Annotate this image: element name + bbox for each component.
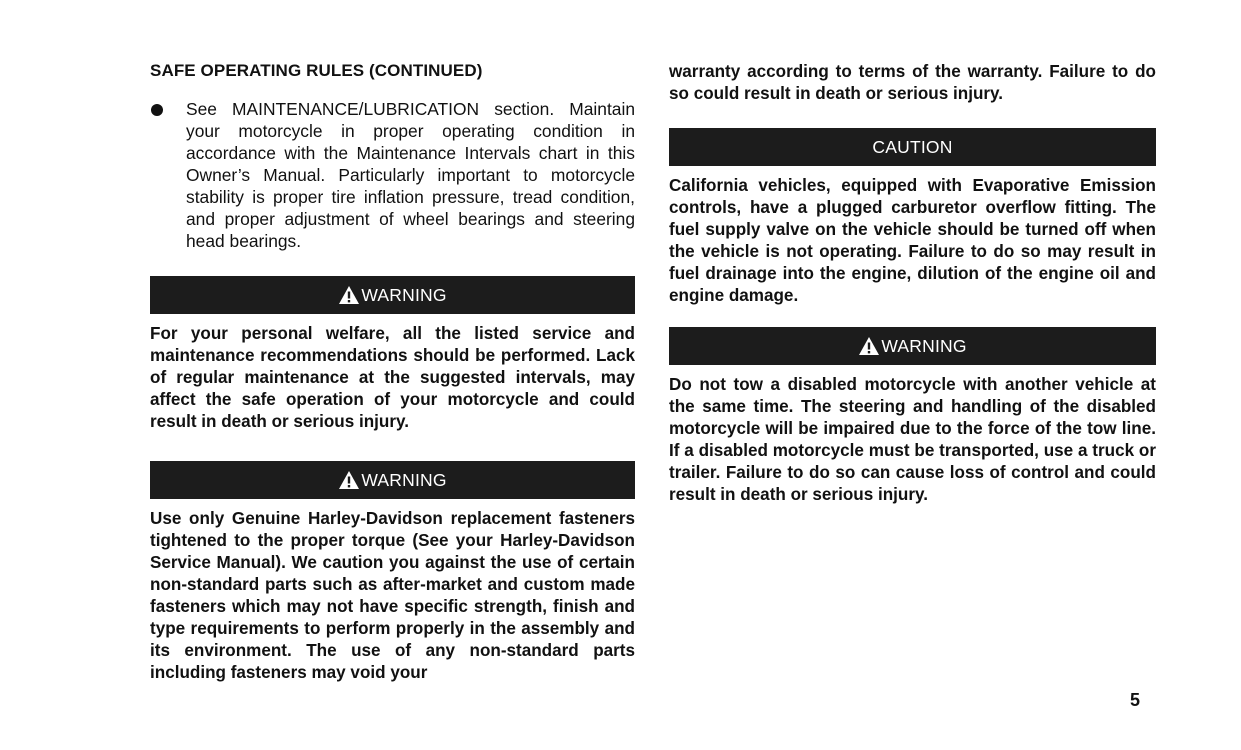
warning-text-1: For your personal welfare, all the listed service and maintenance recommendations should be performed. Lack of regular maintenance at the suggested intervals, may affect the safe operation of your motorcycle and could result in death or serious injury. xyxy=(150,324,635,431)
warning-label: WARNING xyxy=(361,284,447,305)
caution-banner xyxy=(669,128,1156,166)
warning-triangle-icon xyxy=(338,470,360,490)
caution-label: CAUTION xyxy=(872,136,953,157)
warning-triangle-icon xyxy=(338,285,360,305)
page-number: 5 xyxy=(1130,690,1141,710)
continuation-text: warranty according to terms of the warranty. Failure to do so could result in death or serious injury. xyxy=(669,62,1156,103)
warning-banner-1 xyxy=(150,276,635,314)
warning-text-3: Do not tow a disabled motorcycle with another vehicle at the same time. The steering and handling of the disabled motorcycle will be impaired due to the force of the tow line. If a disabled motorcycle must be transported, use a truck or trailer. Failure to do so can cause loss of control and could result in death or serious injury. xyxy=(669,375,1156,504)
warning-triangle-icon xyxy=(858,336,880,356)
warning-label: WARNING xyxy=(881,335,967,356)
warning-label: WARNING xyxy=(361,469,447,490)
section-heading: SAFE OPERATING RULES (CONTINUED) xyxy=(150,61,483,80)
bullet-text: See MAINTENANCE/LUBRICATION section. Maintain your motorcycle in proper operating condition in accordance with the Maintenance Intervals chart in this Owner’s Manual. Particularly important to motorcycle stability is proper tire inflation pressure, tread condition, and proper adjustment of wheel bearings and steering head bearings. xyxy=(186,99,635,251)
warning-text-2: Use only Genuine Harley-Davidson replacement fasteners tightened to the proper torque (See your Harley-Davidson Service Manual). We caution you against the use of certain non-standard parts such as after-market and custom made fasteners which may not have specific strength, finish and type requirements to perform properly in the assembly and its environment. The use of any non-standard parts including fasteners may void your xyxy=(150,509,635,682)
warning-banner-2 xyxy=(150,461,635,499)
caution-text: California vehicles, equipped with Evaporative Emission controls, have a plugged carburetor overflow fitting. The fuel supply valve on the vehicle should be turned off when the vehicle is not operating. Failure to do so may result in fuel drainage into the engine, dilution of the engine oil and engine damage. xyxy=(669,176,1156,305)
bullet-dot-icon xyxy=(151,104,163,116)
warning-banner-3 xyxy=(669,327,1156,365)
